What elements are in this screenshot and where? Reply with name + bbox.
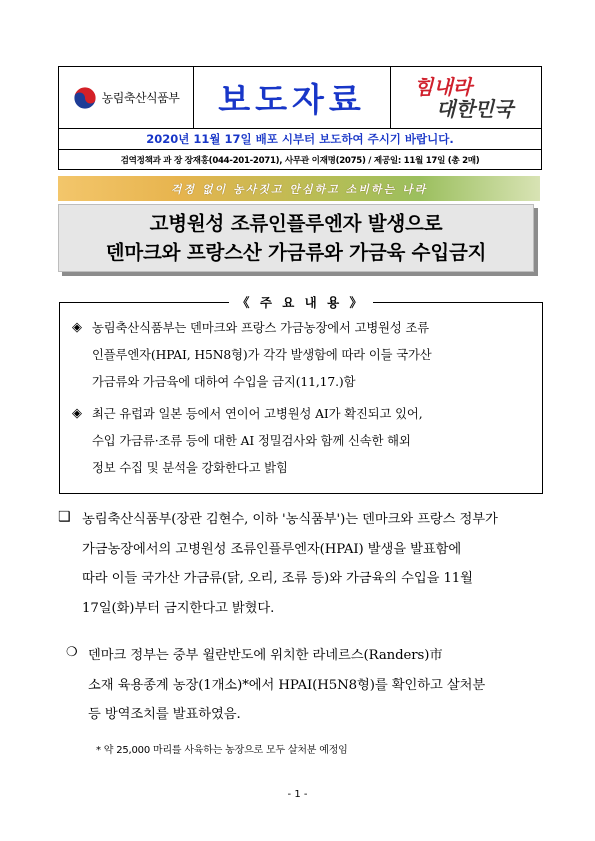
summary-label: 《 주 요 내 용 》	[229, 293, 373, 311]
summary-item-line: 인플루엔자(HPAI, H5N8형)가 각각 발생함에 따라 이들 국가산	[92, 348, 432, 362]
summary-item-line: 정보 수집 및 분석을 강화한다고 밝힘	[92, 461, 288, 475]
footnote: * 약 25,000 마리를 사육하는 농장으로 모두 살처분 예정임	[96, 745, 348, 756]
body-paragraph-1	[82, 505, 552, 623]
embargo-row	[59, 129, 541, 150]
summary-item	[72, 315, 526, 396]
contact-row	[59, 150, 541, 169]
body-line: 등 방역조치를 발표하였음.	[88, 707, 241, 722]
body-line: 농림축산식품부(장관 김현수, 이하 '농식품부')는 덴마크와 프랑스 정부가	[82, 512, 498, 527]
slogan-line2: 대한민국	[436, 96, 514, 121]
square-bullet-icon: ❑	[58, 509, 71, 525]
diamond-bullet-icon: ◈	[72, 406, 82, 421]
taegeuk-emblem-icon	[73, 86, 97, 110]
diamond-bullet-icon: ◈	[72, 320, 82, 335]
summary-item	[72, 401, 526, 482]
embargo-notice: 2020년 11월 17일 배포 시부터 보도하여 주시기 바랍니다.	[146, 132, 454, 146]
body-line: 따라 이들 국가산 가금류(닭, 오리, 조류 등)와 가금육의 수입을 11월	[82, 571, 473, 586]
slogan-cell	[391, 67, 541, 128]
summary-item-line: 농림축산식품부는 덴마크와 프랑스 가금농장에서 고병원성 조류	[92, 321, 430, 335]
ministry-logo-cell	[59, 67, 194, 128]
press-release-header	[58, 66, 542, 170]
summary-label-wrap	[60, 293, 542, 311]
circle-bullet-icon: ❍	[66, 645, 78, 660]
ministry-name: 농림축산식품부	[101, 91, 180, 105]
motto-banner	[58, 176, 540, 201]
summary-box	[59, 295, 543, 494]
header-top-row	[59, 67, 541, 129]
motto-text: 걱정 없이 농사짓고 안심하고 소비하는 나라	[170, 182, 428, 196]
slogan-line1: 힘내라	[414, 74, 472, 99]
summary-item-line: 최근 유럽과 일본 등에서 연이어 고병원성 AI가 확진되고 있어,	[92, 407, 423, 421]
slogan-calligraphy	[396, 72, 536, 124]
body-line: 덴마크 정부는 중부 윌란반도에 위치한 라네르스(Randers)市	[88, 648, 443, 663]
body-paragraph-2	[88, 641, 558, 730]
body-line: 소재 육용종계 농장(1개소)*에서 HPAI(H5N8형)를 확인하고 살처분	[88, 677, 486, 693]
page-number: - 1 -	[287, 789, 308, 800]
headline-box	[58, 204, 534, 272]
headline-line1: 고병원성 조류인플루엔자 발생으로	[149, 212, 443, 235]
doc-type-title: 보도자료	[218, 80, 366, 119]
body-line: 17일(화)부터 금지한다고 밝혔다.	[82, 600, 275, 616]
body-line: 가금농장에서의 고병원성 조류인플루엔자(HPAI) 발생을 발표함에	[82, 541, 462, 557]
headline-line2: 덴마크와 프랑스산 가금류와 가금육 수입금지	[105, 241, 487, 264]
doc-type-cell	[194, 67, 391, 128]
summary-item-line: 가금류와 가금육에 대하여 수입을 금지(11,17.)함	[92, 375, 356, 389]
summary-item-line: 수입 가금류·조류 등에 대한 AI 정밀검사와 함께 신속한 해외	[92, 434, 411, 448]
contact-info: 검역정책과 과 장 장재홍(044-201-2071), 사무관 이재명(2075) / 제공일: 11월 17일 (총 2매)	[120, 155, 480, 166]
